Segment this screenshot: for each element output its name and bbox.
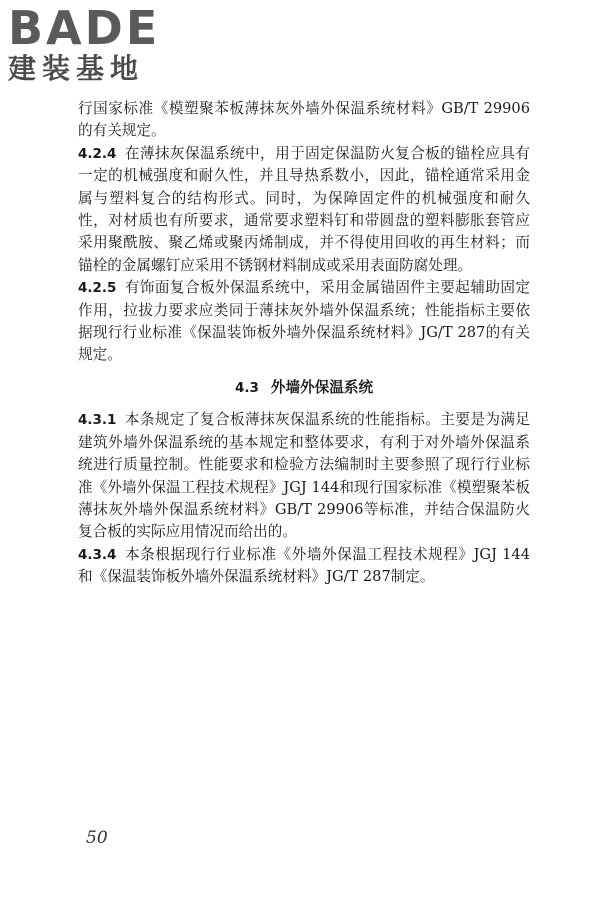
page-number: 50 [86,828,108,848]
clause-paragraph [78,277,530,367]
section-heading [78,377,530,399]
clause-number: 4.2.4 [78,145,117,162]
clause-text: 本条根据现行行业标准《外墙外保温工程技术规程》JGJ 144和《保温装饰板外墙外保温系统材料》JG/T 287制定。 [78,545,530,586]
document-body [78,98,530,589]
clause-paragraph [78,143,530,277]
clause-paragraph [78,409,530,543]
clause-text: 在薄抹灰保温系统中，用于固定保温防火复合板的锚栓应具有一定的机械强度和耐久性，并且导热系数小，因此，锚栓通常采用金属与塑料复合的结构形式。同时，为保障固定件的机械强度和耐久性，对材质也有所要求，通常要求塑料钉和带圆盘的塑料膨胀套管应采用聚酰胺、聚乙烯或聚丙烯制成，并不得使用回收的再生材料；而锚栓的金属螺钉应采用不锈钢材料制成或采用表面防腐处理。 [78,144,530,274]
clause-text: 有饰面复合板外保温系统中，采用金属锚固件主要起辅助固定作用，拉拔力要求应类同于薄抹灰外墙外保温系统；性能指标主要依据现行行业标准《保温装饰板外墙外保温系统材料》JG/T 287的有关规定。 [78,279,530,364]
clause-number: 4.3.4 [78,546,117,563]
clause-paragraph [78,544,530,589]
continuation-paragraph: 行国家标准《模塑聚苯板薄抹灰外墙外保温系统材料》GB/T 29906的有关规定。 [78,100,530,140]
clause-number: 4.2.5 [78,280,117,297]
logo-subtitle: 建装基地 [8,52,145,85]
clause-number: 4.3.1 [78,412,117,429]
section-title: 外墙外保温系统 [270,378,374,396]
logo-brand-text: BADE [8,1,161,55]
brand-logo [8,1,178,90]
section-number: 4.3 [234,379,259,396]
clause-text: 本条规定了复合板薄抹灰保温系统的性能指标。主要是为满足建筑外墙外保温系统的基本规定和整体要求，有利于对外墙外保温系统进行质量控制。性能要求和检验方法编制时主要参照了现行行业标准《外墙外保温工程技术规程》JGJ 144和现行国家标准《模塑聚苯板薄抹灰外墙外保温系统材料》GB/T 29906等标准，并结合保温防火复合板的实际应用情况而给出的。 [78,411,530,541]
